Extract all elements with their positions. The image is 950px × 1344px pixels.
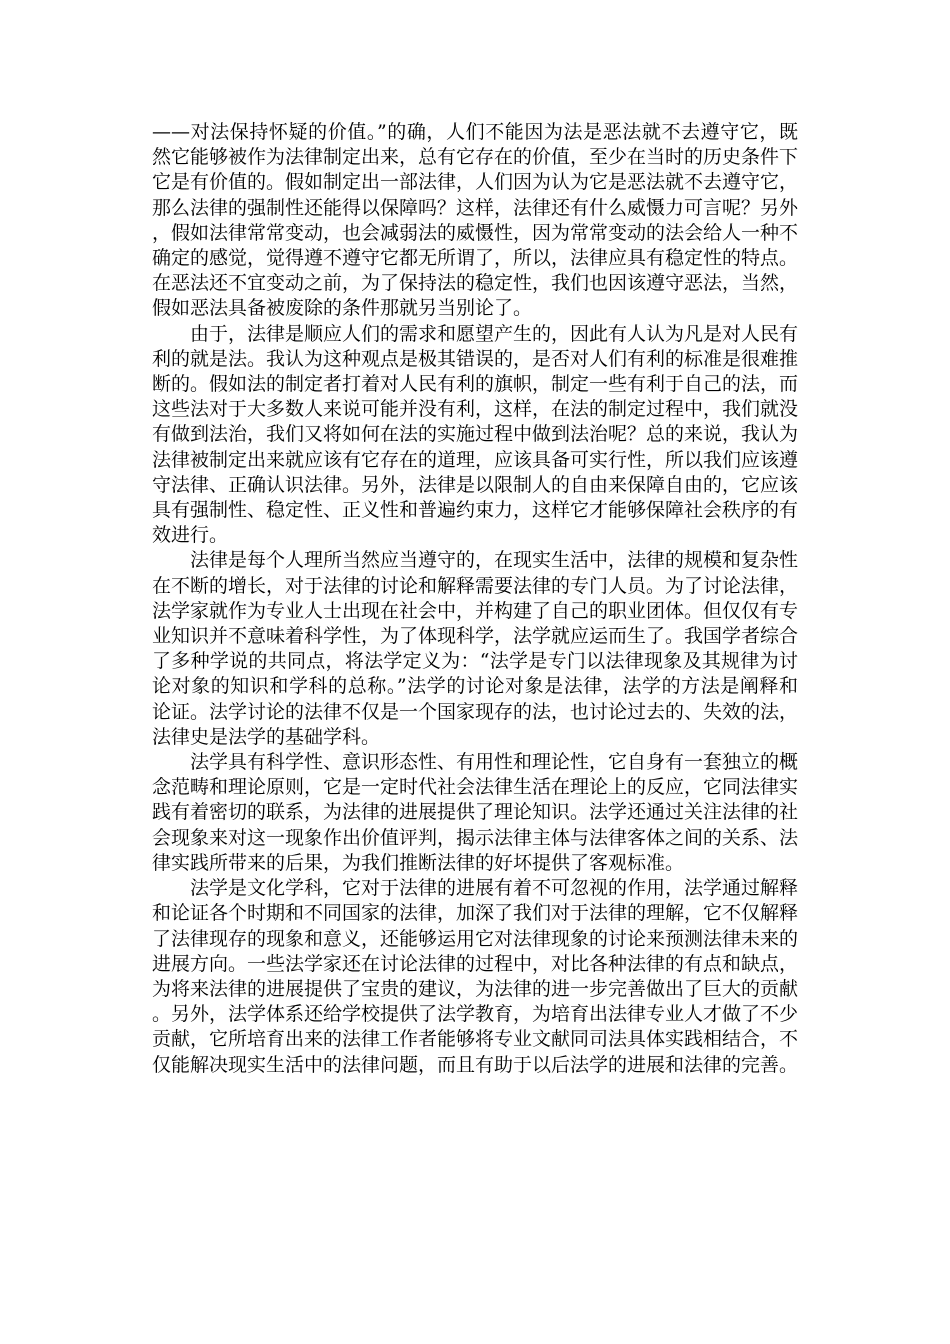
paragraph-2: 由于，法律是顺应人们的需求和愿望产生的，因此有人认为凡是对人民有利的就是法。我认为这种观点是极其错误的，是否对人们有利的标准是很难推断的。假如法的制定者打着对人民有利的旗帜，制定一些有利于自己的法，而这些法对于大多数人来说可能并没有利，这样，在法的制定过程中，我们就没有做到法治，我们又将如何在法的实施过程中做到法治呢？总的来说，我认为法律被制定出来就应该有它存在的道理，应该具备可实行性，所以我们应该遵守法律、正确认识法律。另外，法律是以限制人的自由来保障自由的，它应该具有强制性、稳定性、正义性和普遍约束力，这样它才能够保障社会秩序的有效进行。 bbox=[152, 322, 799, 547]
paragraph-4: 法学具有科学性、意识形态性、有用性和理论性，它自身有一套独立的概念范畴和理论原则，它是一定时代社会法律生活在理论上的反应，它同法律实践有着密切的联系，为法律的进展提供了理论知识。法学还通过关注法律的社会现象来对这一现象作出价值评判，揭示法律主体与法律客体之间的关系、法律实践所带来的后果，为我们推断法律的好坏提供了客观标准。 bbox=[152, 751, 799, 874]
paragraph-5: 法学是文化学科，它对于法律的进展有着不可忽视的作用，法学通过解释和论证各个时期和不同国家的法律，加深了我们对于法律的理解，它不仅解释了法律现存的现象和意义，还能够运用它对法律现象的讨论来预测法律未来的进展方向。一些法学家还在讨论法律的过程中，对比各种法律的有点和缺点，为将来法律的进展提供了宝贵的建议，为法律的进一步完善做出了巨大的贡献。另外，法学体系还给学校提供了法学教育，为培育出法律专业人才做了不少贡献，它所培育出来的法律工作者能够将专业文献同司法具体实践相结合，不仅能解决现实生活中的法律问题，而且有助于以后法学的进展和法律的完善。 bbox=[152, 877, 799, 1076]
paragraph-1: ——对法保持怀疑的价值。”的确，人们不能因为法是恶法就不去遵守它，既然它能够被作为法律制定出来，总有它存在的价值，至少在当时的历史条件下它是有价值的。假如制定出一部法律，人们因为认为它是恶法就不去遵守它，那么法律的强制性还能得以保障吗？这样，法律还有什么威慑力可言呢？另外，假如法律常常变动，也会减弱法的威慑性，因为常常变动的法会给人一种不确定的感觉，觉得遵不遵守它都无所谓了，所以，法律应具有稳定性的特点。在恶法还不宜变动之前，为了保持法的稳定性，我们也因该遵守恶法，当然，假如恶法具备被废除的条件那就另当别论了。 bbox=[152, 121, 799, 320]
document-body bbox=[152, 120, 798, 1078]
paragraph-3: 法律是每个人理所当然应当遵守的，在现实生活中，法律的规模和复杂性在不断的增长，对于法律的讨论和解释需要法律的专门人员。为了讨论法律，法学家就作为专业人士出现在社会中，并构建了自己的职业团体。但仅仅有专业知识并不意味着科学性，为了体现科学，法学就应运而生了。我国学者综合了多种学说的共同点，将法学定义为：“法学是专门以法律现象及其规律为讨论对象的知识和学科的总称。”法学的讨论对象是法律，法学的方法是阐释和论证。法学讨论的法律不仅是一个国家现存的法，也讨论过去的、失效的法，法律史是法学的基础学科。 bbox=[152, 549, 799, 748]
